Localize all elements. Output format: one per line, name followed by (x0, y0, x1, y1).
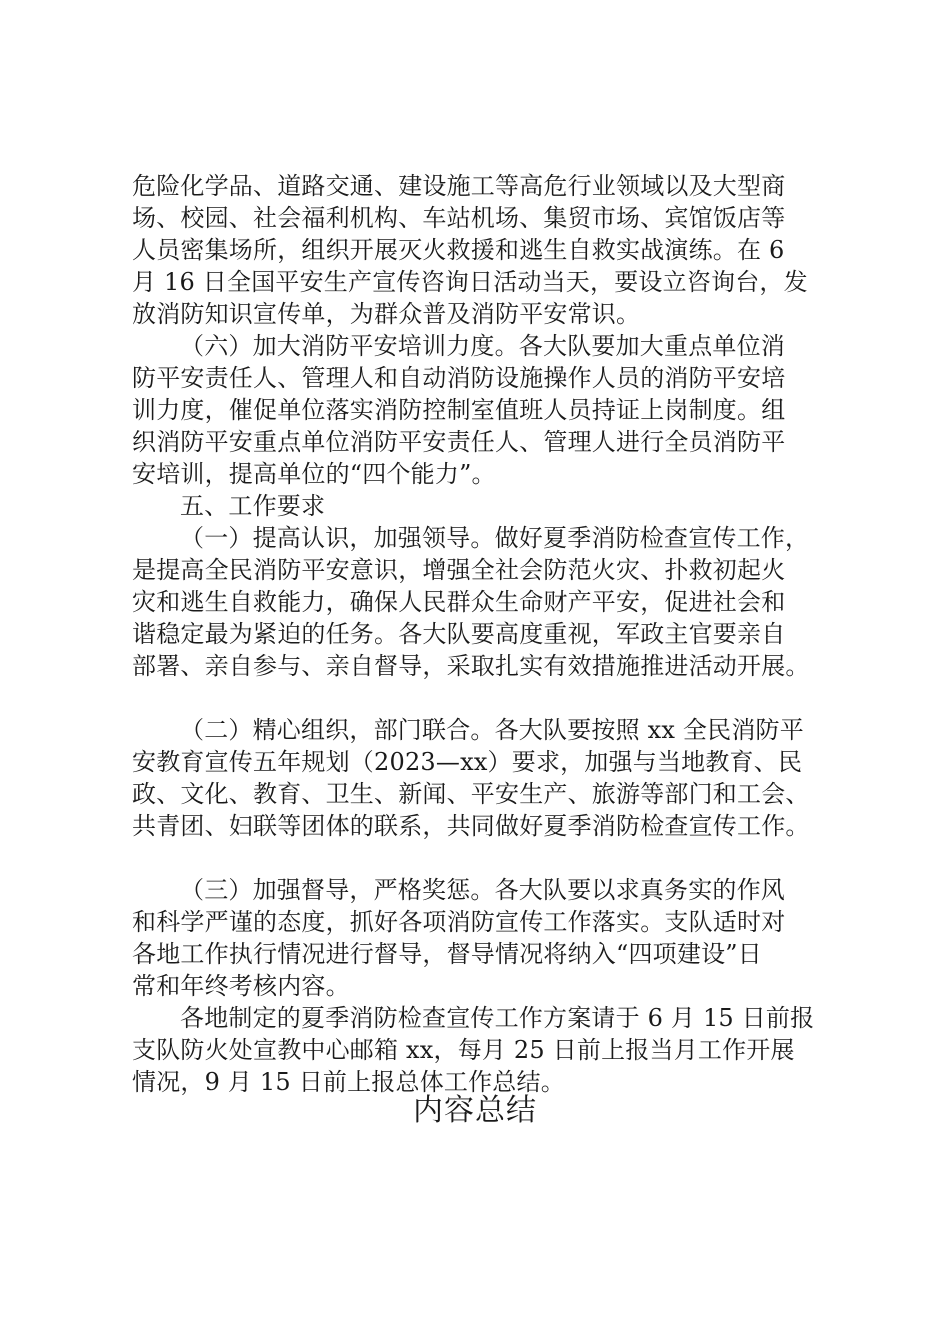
paragraph (132, 874, 832, 1002)
text-line: （三）加强督导，严格奖惩。各大队要以求真务实的作风 (180, 876, 785, 904)
text-line: 织消防平安重点单位消防平安责任人、管理人进行全员消防平 (132, 428, 786, 456)
text-line: 月 16 日全国平安生产宣传咨询日活动当天，要设立咨询台，发 (132, 268, 808, 296)
text-line: 场、校园、社会福利机构、车站机场、集贸市场、宾馆饭店等 (132, 204, 786, 232)
paragraph-gap (132, 682, 832, 714)
paragraph (132, 330, 832, 490)
text-line: 情况，9 月 15 日前上报总体工作总结。 (132, 1068, 565, 1096)
text-line: 支队防火处宣教中心邮箱 xx，每月 25 日前上报当月工作开展 (132, 1036, 795, 1064)
text-line: 各地工作执行情况进行督导，督导情况将纳入“四项建设”日 (132, 940, 762, 968)
text-line: 安教育宣传五年规划（2023—xx）要求，加强与当地教育、民 (132, 748, 803, 776)
heading-line: 五、工作要求 (180, 492, 326, 520)
text-line: （二）精心组织，部门联合。各大队要按照 xx 全民消防平 (180, 716, 804, 744)
text-line: 灾和逃生自救能力，确保人民群众生命财产平安，促进社会和 (132, 588, 786, 616)
text-line: 安培训，提高单位的“四个能力”。 (132, 460, 496, 488)
paragraph (132, 522, 832, 682)
text-line: 和科学严谨的态度，抓好各项消防宣传工作落实。支队适时对 (132, 908, 786, 936)
document-body (132, 170, 832, 1098)
text-line: （六）加大消防平安培训力度。各大队要加大重点单位消 (180, 332, 785, 360)
text-line: 危险化学品、道路交通、建设施工等高危行业领域以及大型商 (132, 172, 786, 200)
text-line: 共青团、妇联等团体的联系，共同做好夏季消防检查宣传工作。 (132, 812, 810, 840)
text-line: 各地制定的夏季消防检查宣传工作方案请于 6 月 15 日前报 (180, 1004, 815, 1032)
text-line: 防平安责任人、管理人和自动消防设施操作人员的消防平安培 (132, 364, 786, 392)
text-line: 谐稳定最为紧迫的任务。各大队要高度重视，军政主官要亲自 (132, 620, 786, 648)
paragraph (132, 1002, 832, 1098)
text-line: 放消防知识宣传单，为群众普及消防平安常识。 (132, 300, 641, 328)
paragraph (132, 714, 832, 842)
section-heading (132, 490, 832, 522)
text-line: 是提高全民消防平安意识，增强全社会防范火灾、扑救初起火 (132, 556, 786, 584)
text-line: 部署、亲自参与、亲自督导，采取扎实有效措施推进活动开展。 (132, 652, 810, 680)
summary-title: 内容总结 (413, 1093, 537, 1128)
text-line: 人员密集场所，组织开展灭火救援和逃生自救实战演练。在 6 (132, 236, 785, 264)
text-line: （一）提高认识，加强领导。做好夏季消防检查宣传工作， (180, 524, 810, 552)
text-line: 训力度，催促单位落实消防控制室值班人员持证上岗制度。组 (132, 396, 786, 424)
paragraph-gap (132, 842, 832, 874)
text-line: 常和年终考核内容。 (132, 972, 350, 1000)
text-line: 政、文化、教育、卫生、新闻、平安生产、旅游等部门和工会、 (132, 780, 810, 808)
paragraph (132, 170, 832, 330)
